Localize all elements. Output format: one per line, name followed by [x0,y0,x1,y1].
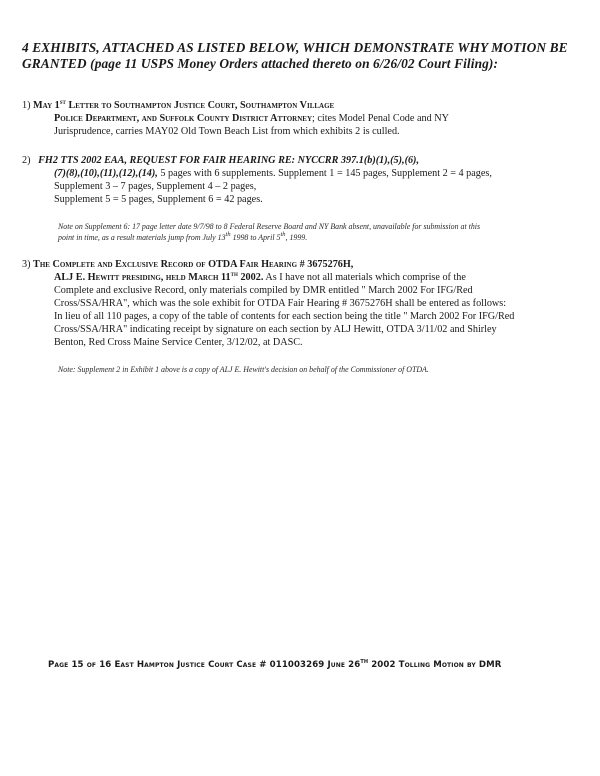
exhibit-3-body-c: Cross/SSA/HRA", which was the sole exhibit for OTDA Fair Hearing # 3675276H shall be entered as follows: [54,298,507,309]
exhibit-2-note-b-post: , 1999. [285,232,308,242]
exhibit-3-body-e: Cross/SSA/HRA" indicating receipt by signature on each section by ALJ Hewitt, OTDA 3/11/02 and Shirley [54,324,497,335]
exhibit-3-body-f: Benton, Red Cross Maine Service Center, 3/12/02, at DASC. [54,337,303,348]
exhibit-2-note-b-sup1: th [225,230,231,238]
exhibit-3-body-b: Complete and exclusive Record, only materials compiled by DMR entitled " March 2002 For IFG/Red [54,285,473,296]
exhibit-2-note-a: Note on Supplement 6: 17 page letter date 9/7/98 to 8 Federal Reserve Board and NY Bank absent, unavailable for submission at this [58,222,481,231]
exhibit-3-body-a: As I have not all materials which comprise of the [263,272,466,283]
exhibit-2-line-2 [22,167,588,180]
heading-line-1: 4 EXHIBITS, ATTACHED AS LISTED BELOW, WHICH DEMONSTRATE WHY MOTION BE [22,40,568,55]
exhibit-1-body-b: Jurisprudence, carries MAY02 Old Town Beach List from which exhibits 2 is culled. [54,126,400,137]
exhibit-3-note: Note: Supplement 2 in Exhibit 1 above is a copy of ALJ E. Hewitt's decision on behalf of the Commissioner of OTDA. [58,365,429,374]
exhibit-3-body-d: In lieu of all 110 pages, a copy of the table of contents for each section being the title " March 2002 For IFG/Red [54,311,515,322]
document-heading [22,40,582,72]
exhibit-1-title-b: Letter to Southampton Justice Court, Southampton Village [65,100,335,111]
exhibit-2-note-b-pre: point in time, as a result materials jump from July 13 [58,232,226,242]
heading-line-2: GRANTED (page 11 USPS Money Orders attached thereto on 6/26/02 Court Filing): [22,56,499,71]
exhibit-2-number: 2) [22,155,31,166]
exhibit-item-2 [22,154,588,206]
exhibit-3-number: 3) [22,259,31,270]
exhibit-2-body-a: 5 pages with 6 supplements. Supplement 1 = 145 pages, Supplement 2 = 4 pages, [157,168,492,179]
exhibit-item-3 [22,258,588,349]
exhibit-3-line-2 [22,271,588,284]
exhibit-1-title-a: May 1 [33,100,60,111]
exhibit-1-line-1 [22,99,588,112]
exhibit-1-title-sup: st [59,99,66,106]
exhibit-1-body-a: ; cites Model Penal Code and NY [312,113,449,124]
exhibit-3-title-a: The Complete and Exclusive Record of OTDA Fair Hearing # 3675276H, [33,259,354,270]
page-footer [48,657,568,670]
exhibit-2-note [58,222,588,243]
footer-text-b: 2002 Tolling Motion by DMR [368,660,502,670]
exhibit-3-title-b: ALJ E. Hewitt presiding, held March 11 [54,272,231,283]
exhibit-3-line-1 [22,258,588,271]
exhibit-2-title-b: (7)(8),(10),(11),(12),(14), [54,168,158,179]
exhibit-2-note-b-sup2: th [280,230,286,238]
exhibit-1-line-2 [22,112,588,125]
exhibit-2-note-b [58,230,588,244]
footer-sup: th [360,657,369,665]
exhibit-3-title-c: 2002. [237,272,264,283]
exhibit-2-note-b-mid: 1998 to April 5 [230,232,281,242]
exhibit-item-1 [22,99,588,138]
exhibit-1-title-c: Police Department, and Suffolk County District Attorney [54,113,312,124]
exhibit-1-number: 1) [22,100,31,111]
exhibit-3-title-sup: th [230,271,238,278]
exhibit-2-line-1 [22,154,588,167]
footer-text-a: Page 15 of 16 East Hampton Justice Court Case # 011003269 June 26 [48,660,361,670]
exhibit-2-title-a: FH2 TTS 2002 EAA, REQUEST FOR FAIR HEARING RE: NYCCRR 397.1(b)(1),(5),(6), [38,155,419,166]
exhibit-2-body-b: Supplement 3 – 7 pages, Supplement 4 – 2 pages, [54,181,257,192]
exhibit-2-body-c: Supplement 5 = 5 pages, Supplement 6 = 42 pages. [54,194,263,205]
